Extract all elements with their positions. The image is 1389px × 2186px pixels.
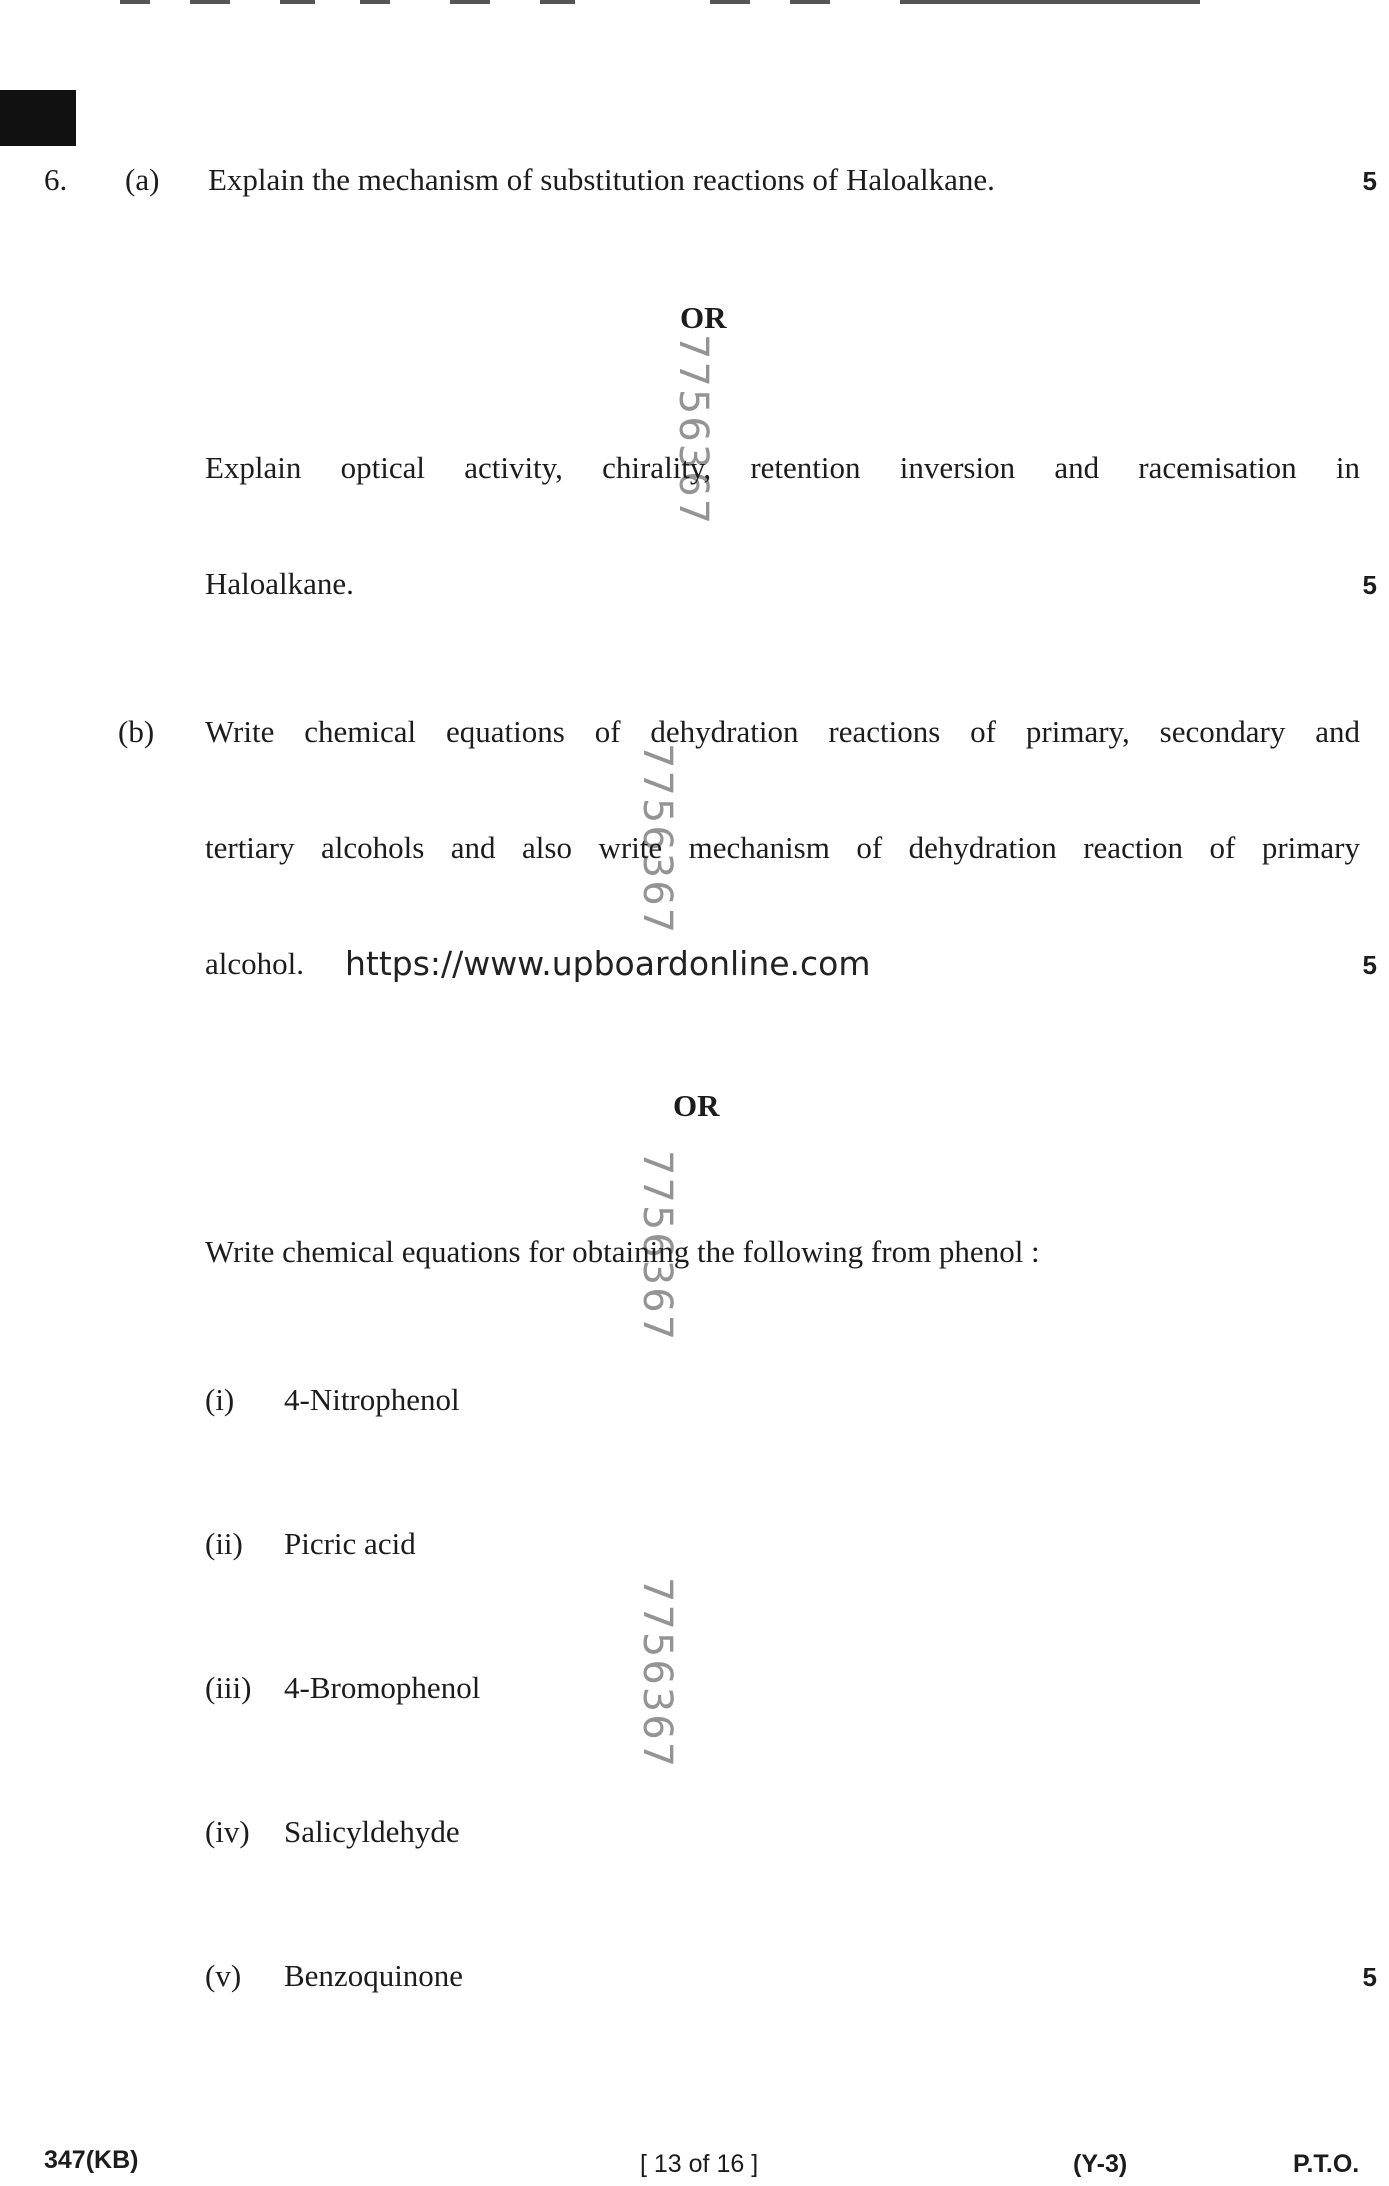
top-edge-fragment	[280, 0, 315, 4]
part-a-alt-line2: Haloalkane.	[205, 566, 354, 601]
part-b-marks: 5	[1362, 950, 1377, 980]
watermark-1: 7756367	[670, 334, 716, 527]
top-edge-fragment	[190, 0, 230, 4]
part-b-label: (b)	[118, 714, 155, 749]
part-b-line1: Write chemical equations of dehydration reactions of primary, secondary and	[205, 714, 1360, 749]
list-item-text: Benzoquinone	[284, 1958, 464, 1993]
list-item-text: 4-Nitrophenol	[284, 1382, 460, 1417]
top-edge-fragment	[120, 0, 150, 4]
top-edge-fragment	[900, 0, 1200, 4]
watermark-4: 7756367	[634, 1577, 680, 1770]
scan-black-mark	[0, 90, 76, 146]
part-a-label: (a)	[125, 162, 160, 197]
part-a-marks: 5	[1362, 166, 1377, 196]
top-edge-fragment	[540, 0, 575, 4]
top-edge-fragment	[710, 0, 750, 4]
part-b-alt-marks: 5	[1362, 1962, 1377, 1992]
list-item-text: 4-Bromophenol	[284, 1670, 481, 1705]
list-item-num: (ii)	[205, 1526, 243, 1561]
top-edge-fragment	[450, 0, 490, 4]
list-item-num: (iii)	[205, 1670, 252, 1705]
watermark-3: 7756367	[634, 1150, 680, 1343]
list-item-text: Salicyldehyde	[284, 1814, 460, 1849]
part-a-alt-line1: Explain optical activity, chirality, retention inversion and racemisation in	[205, 450, 1360, 485]
url-overlay: https://www.upboardonline.com	[345, 944, 871, 983]
part-b-alt-intro: Write chemical equations for obtaining the following from phenol :	[205, 1234, 1040, 1269]
top-edge-fragment	[790, 0, 830, 4]
list-item-text: Picric acid	[284, 1526, 416, 1561]
part-a-text: Explain the mechanism of substitution reactions of Haloalkane.	[208, 162, 995, 197]
top-edge-fragment	[360, 0, 390, 4]
part-a-or: OR	[680, 300, 727, 335]
part-b-or: OR	[673, 1088, 720, 1123]
part-b-line2: tertiary alcohols and also write mechanism of dehydration reaction of primary	[205, 830, 1360, 865]
part-b-line3: alcohol.	[205, 946, 304, 981]
part-a-alt-marks: 5	[1362, 570, 1377, 600]
pto-label: P.T.O.	[1293, 2150, 1360, 2178]
set-code: (Y-3)	[1073, 2150, 1128, 2178]
list-item-num: (v)	[205, 1958, 242, 1993]
list-item-num: (iv)	[205, 1814, 250, 1849]
question-number: 6.	[44, 162, 68, 197]
paper-code: 347(KB)	[44, 2146, 139, 2174]
watermark-2: 7756367	[634, 743, 680, 936]
page-number: [ 13 of 16 ]	[640, 2150, 759, 2178]
list-item-num: (i)	[205, 1382, 235, 1417]
